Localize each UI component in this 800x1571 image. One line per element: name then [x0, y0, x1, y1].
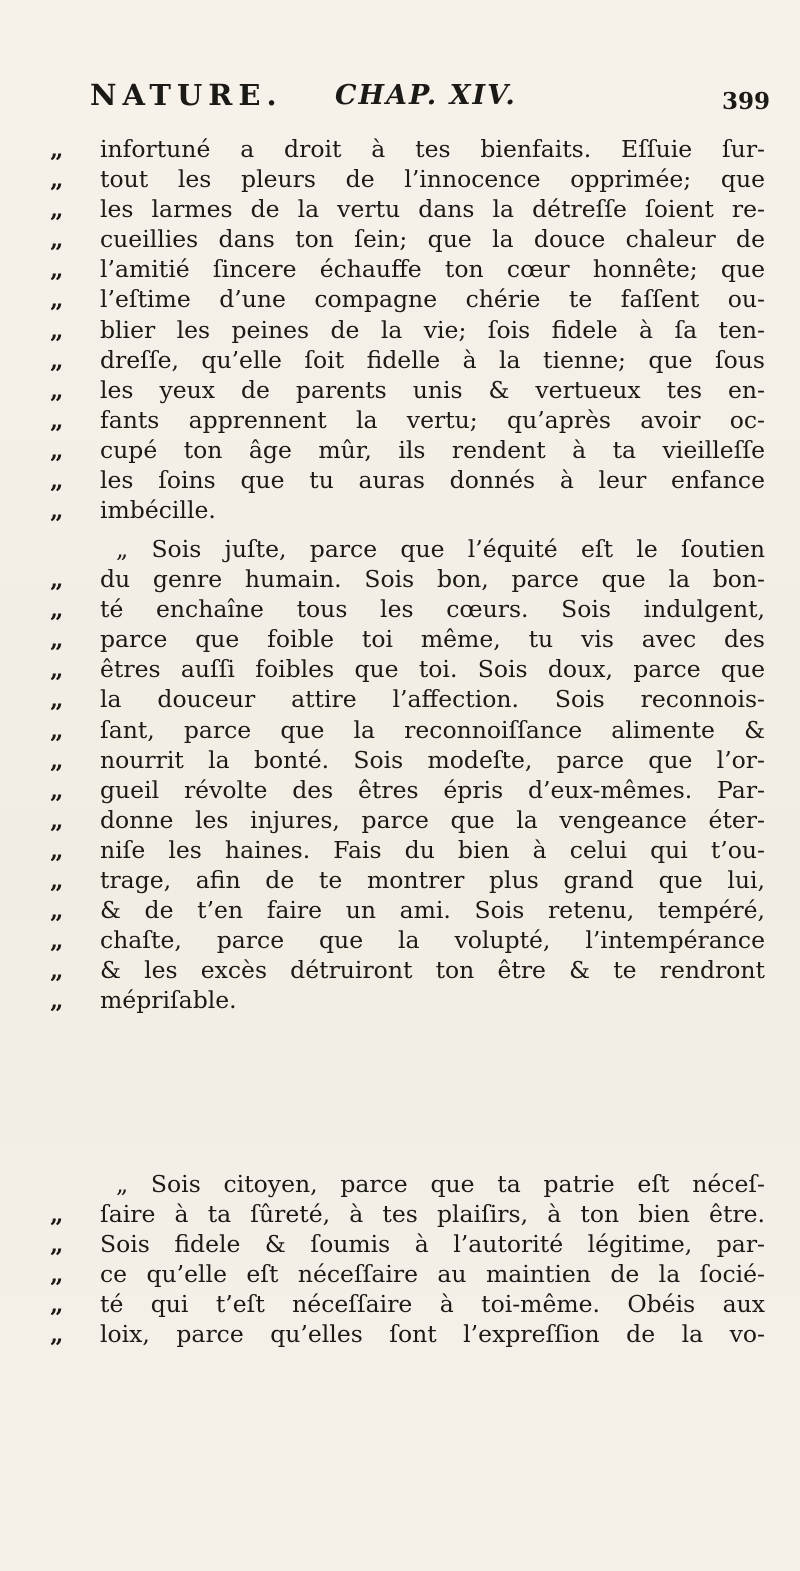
text-line [50, 835, 765, 865]
quote-mark: „ [50, 1260, 64, 1289]
line-text: ce qu’elle eſt néceſſaire au maintien de la ſocié- [100, 1260, 765, 1289]
quote-mark: „ [50, 1320, 64, 1349]
quote-mark: „ [50, 135, 64, 163]
text-line [50, 435, 765, 465]
quote-mark: „ [50, 496, 64, 525]
text-line [50, 405, 765, 435]
text-line [50, 284, 765, 314]
quote-mark: „ [50, 655, 64, 684]
quote-mark: „ [50, 866, 64, 895]
text-line [50, 534, 765, 564]
quote-mark: „ [50, 345, 64, 374]
quote-mark: „ [50, 805, 64, 834]
quote-mark: „ [50, 165, 64, 194]
line-text: trage, afin de te montrer plus grand que lui, [100, 866, 765, 895]
chapter-label: CHAP. XIV. [335, 80, 517, 111]
paragraph-2 [50, 534, 765, 1016]
quote-mark: „ [50, 195, 64, 224]
quote-mark: „ [50, 835, 64, 864]
line-text: gueil révolte des êtres épris d’eux-mêmes. Par- [100, 775, 765, 804]
quote-mark: „ [50, 715, 64, 744]
line-text: infortuné a droit à tes bienfaits. Eſſuie ſur- [100, 135, 765, 163]
text-line [50, 164, 765, 194]
quote-mark: „ [50, 375, 64, 404]
text-line [50, 594, 765, 624]
text-line [50, 684, 765, 714]
line-text: ſant, parce que la reconnoiſſance alimente & [100, 715, 765, 744]
quote-mark: „ [50, 225, 64, 254]
line-text: dreſſe, qu’elle ſoit fidelle à la tienne; que ſous [100, 345, 765, 374]
quote-mark: „ [50, 595, 64, 624]
text-line [50, 895, 765, 925]
quote-mark: „ [50, 956, 64, 985]
text-line [50, 1199, 765, 1229]
line-text: blier les peines de la vie; ſois fidele à ſa ten- [100, 315, 765, 344]
text-line [50, 775, 765, 805]
text-line [50, 654, 765, 684]
text-line [50, 624, 765, 654]
line-text: êtres auſſi foibles que toi. Sois doux, parce que [100, 655, 765, 684]
line-text: cueillies dans ton ſein; que la douce chaleur de [100, 225, 765, 254]
text-line [50, 1319, 765, 1349]
quote-mark: „ [50, 405, 64, 434]
page-number: 399 [721, 88, 770, 115]
text-line [50, 925, 765, 955]
quote-mark: „ [50, 1200, 64, 1229]
quote-mark: „ [50, 685, 64, 714]
quote-mark: „ [50, 745, 64, 774]
line-text: Sois fidele & ſoumis à l’autorité légitime, par- [100, 1230, 765, 1259]
quote-mark: „ [50, 896, 64, 925]
line-text: les ſoins que tu auras donnés à leur enfance [100, 466, 765, 495]
paragraph-1 [50, 134, 765, 525]
line-text: cupé ton âge mûr, ils rendent à ta vieilleſſe [100, 435, 765, 464]
line-text: imbécille. [100, 496, 216, 525]
text-line [50, 375, 765, 405]
text-line [50, 224, 765, 254]
quote-mark: „ [50, 285, 64, 314]
line-text: parce que foible toi même, tu vis avec des [100, 625, 765, 654]
line-text: nourrit la bonté. Sois modeſte, parce que l’or- [100, 745, 765, 774]
quote-mark: „ [50, 986, 64, 1015]
quote-mark: „ [50, 435, 64, 464]
quote-mark: „ [50, 1230, 64, 1259]
text-line [50, 955, 765, 985]
quote-mark: „ [50, 565, 64, 594]
line-text: té enchaîne tous les cœurs. Sois indulgent, [100, 595, 765, 624]
text-line [50, 1169, 765, 1199]
line-text: mépriſable. [100, 986, 237, 1015]
text-line [50, 465, 765, 495]
line-text: du genre humain. Sois bon, parce que la bon- [100, 565, 765, 594]
text-line [50, 865, 765, 895]
text-line [50, 315, 765, 345]
text-line [50, 495, 765, 525]
quote-mark: „ [50, 1290, 64, 1319]
text-line [50, 194, 765, 224]
line-text: chaſte, parce que la volupté, l’intempérance [100, 926, 765, 955]
text-line [50, 1259, 765, 1289]
quote-mark: „ [50, 926, 64, 955]
text-line [50, 1229, 765, 1259]
text-line [50, 254, 765, 284]
running-header [90, 78, 770, 118]
text-line [50, 564, 765, 594]
line-text: niſe les haines. Fais du bien à celui qui t’ou- [100, 835, 765, 864]
line-text: „ Sois juſte, parce que l’équité eſt le ſoutien [116, 535, 765, 563]
line-text: les yeux de parents unis & vertueux tes en- [100, 375, 765, 404]
text-line [50, 345, 765, 375]
paragraph-3 [50, 1169, 765, 1350]
line-text: ſaire à ta ſûreté, à tes plaiſirs, à ton bien être. [100, 1200, 765, 1229]
quote-mark: „ [50, 775, 64, 804]
text-line [50, 985, 765, 1015]
line-text: té qui t’eſt néceſſaire à toi-même. Obéis aux [100, 1290, 765, 1319]
line-text: & de t’en faire un ami. Sois retenu, tempéré, [100, 896, 765, 925]
line-text: l’eſtime d’une compagne chérie te faſſent ou- [100, 285, 765, 314]
line-text: & les excès détruiront ton être & te rendront [100, 956, 765, 985]
running-title: NATURE. [90, 78, 283, 112]
line-text: loix, parce qu’elles ſont l’expreſſion de la vo- [100, 1320, 765, 1349]
text-line [50, 805, 765, 835]
line-text: tout les pleurs de l’innocence opprimée; que [100, 165, 765, 194]
text-line [50, 1289, 765, 1319]
quote-mark: „ [50, 315, 64, 344]
text-line [50, 715, 765, 745]
line-text: les larmes de la vertu dans la détreſſe ſoient re- [100, 195, 765, 224]
quote-mark: „ [50, 625, 64, 654]
quote-mark: „ [50, 255, 64, 284]
quote-mark: „ [50, 466, 64, 495]
line-text: fants apprennent la vertu; qu’après avoir oc- [100, 405, 765, 434]
text-line [50, 745, 765, 775]
line-text: donne les injures, parce que la vengeance éter- [100, 805, 765, 834]
line-text: la douceur attire l’affection. Sois reconnois- [100, 685, 765, 714]
text-line [50, 134, 765, 164]
line-text: l’amitié ſincere échauffe ton cœur honnête; que [100, 255, 765, 284]
line-text: „ Sois citoyen, parce que ta patrie eſt néceſ- [116, 1170, 765, 1198]
